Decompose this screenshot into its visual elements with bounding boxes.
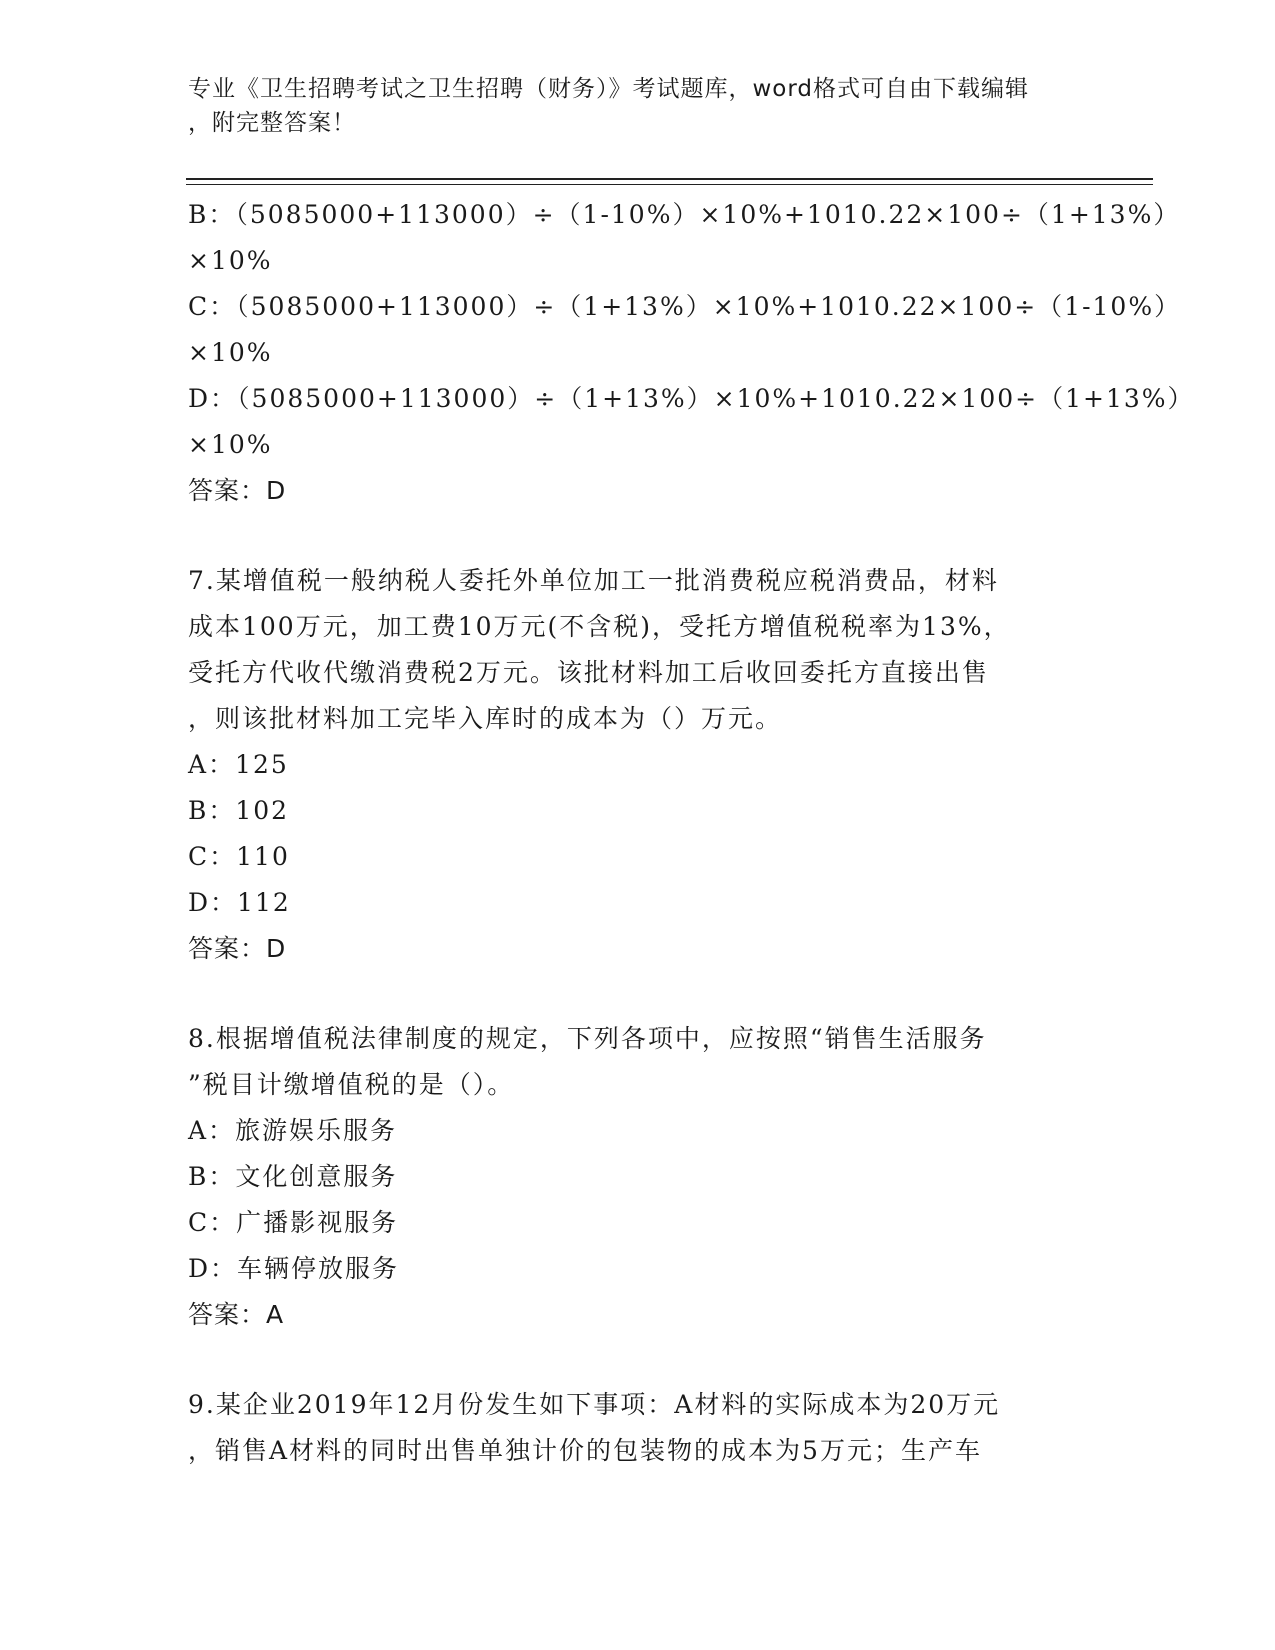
question-7-stem-line-2: 成本100万元，加工费10万元(不含税)，受托方增值税税率为13%， bbox=[188, 612, 1011, 641]
option-c-line-2: ×10% bbox=[188, 338, 273, 367]
option-b-line-2: ×10% bbox=[188, 246, 273, 275]
question-7-stem-line-4: ，则该批材料加工完毕入库时的成本为（）万元。 bbox=[188, 704, 783, 733]
question-9-stem-line-2: ，销售A材料的同时出售单独计价的包装物的成本为5万元；生产车 bbox=[188, 1436, 982, 1465]
question-8-option-a: A：旅游娱乐服务 bbox=[188, 1116, 398, 1145]
question-8-stem-line-1: 8.根据增值税法律制度的规定，下列各项中，应按照“销售生活服务 bbox=[188, 1024, 987, 1053]
question-6-options bbox=[188, 192, 1195, 514]
question-7-option-d: D：112 bbox=[188, 888, 291, 917]
question-6-answer: 答案：D bbox=[188, 476, 287, 505]
question-7 bbox=[188, 558, 1088, 972]
document-header bbox=[188, 72, 1068, 140]
option-d-line-1: D：（5085000+113000）÷（1+13%）×10%+1010.22×100÷（1+13%） bbox=[188, 384, 1195, 413]
header-rule-top bbox=[186, 178, 1153, 180]
question-8 bbox=[188, 1016, 1088, 1338]
question-7-stem-line-1: 7.某增值税一般纳税人委托外单位加工一批消费税应税消费品，材料 bbox=[188, 566, 999, 595]
question-8-answer: 答案：A bbox=[188, 1300, 285, 1329]
question-7-option-b: B：102 bbox=[188, 796, 290, 825]
header-line-1: 专业《卫生招聘考试之卫生招聘（财务）》考试题库，word格式可自由下载编辑 bbox=[188, 76, 1030, 102]
question-8-option-b: B：文化创意服务 bbox=[188, 1162, 398, 1191]
question-7-option-a: A：125 bbox=[188, 750, 289, 779]
document-body bbox=[188, 192, 1195, 1474]
header-line-2: ，附完整答案！ bbox=[188, 110, 356, 136]
question-9-stem-line-1: 9.某企业2019年12月份发生如下事项：A材料的实际成本为20万元 bbox=[188, 1390, 1001, 1419]
question-8-option-d: D：车辆停放服务 bbox=[188, 1254, 400, 1283]
question-9 bbox=[188, 1382, 1088, 1474]
question-7-answer: 答案：D bbox=[188, 934, 287, 963]
question-8-stem-line-2: ”税目计缴增值税的是（）。 bbox=[188, 1070, 515, 1099]
option-d-line-2: ×10% bbox=[188, 430, 273, 459]
question-7-stem-line-3: 受托方代收代缴消费税2万元。该批材料加工后收回委托方直接出售 bbox=[188, 658, 989, 687]
option-b-line-1: B：（5085000+113000）÷（1-10%）×10%+1010.22×100÷（1+13%） bbox=[188, 200, 1181, 229]
option-c-line-1: C：（5085000+113000）÷（1+13%）×10%+1010.22×100÷（1-10%） bbox=[188, 292, 1182, 321]
question-7-option-c: C：110 bbox=[188, 842, 290, 871]
question-8-option-c: C：广播影视服务 bbox=[188, 1208, 399, 1237]
header-rule-bottom bbox=[186, 184, 1153, 185]
